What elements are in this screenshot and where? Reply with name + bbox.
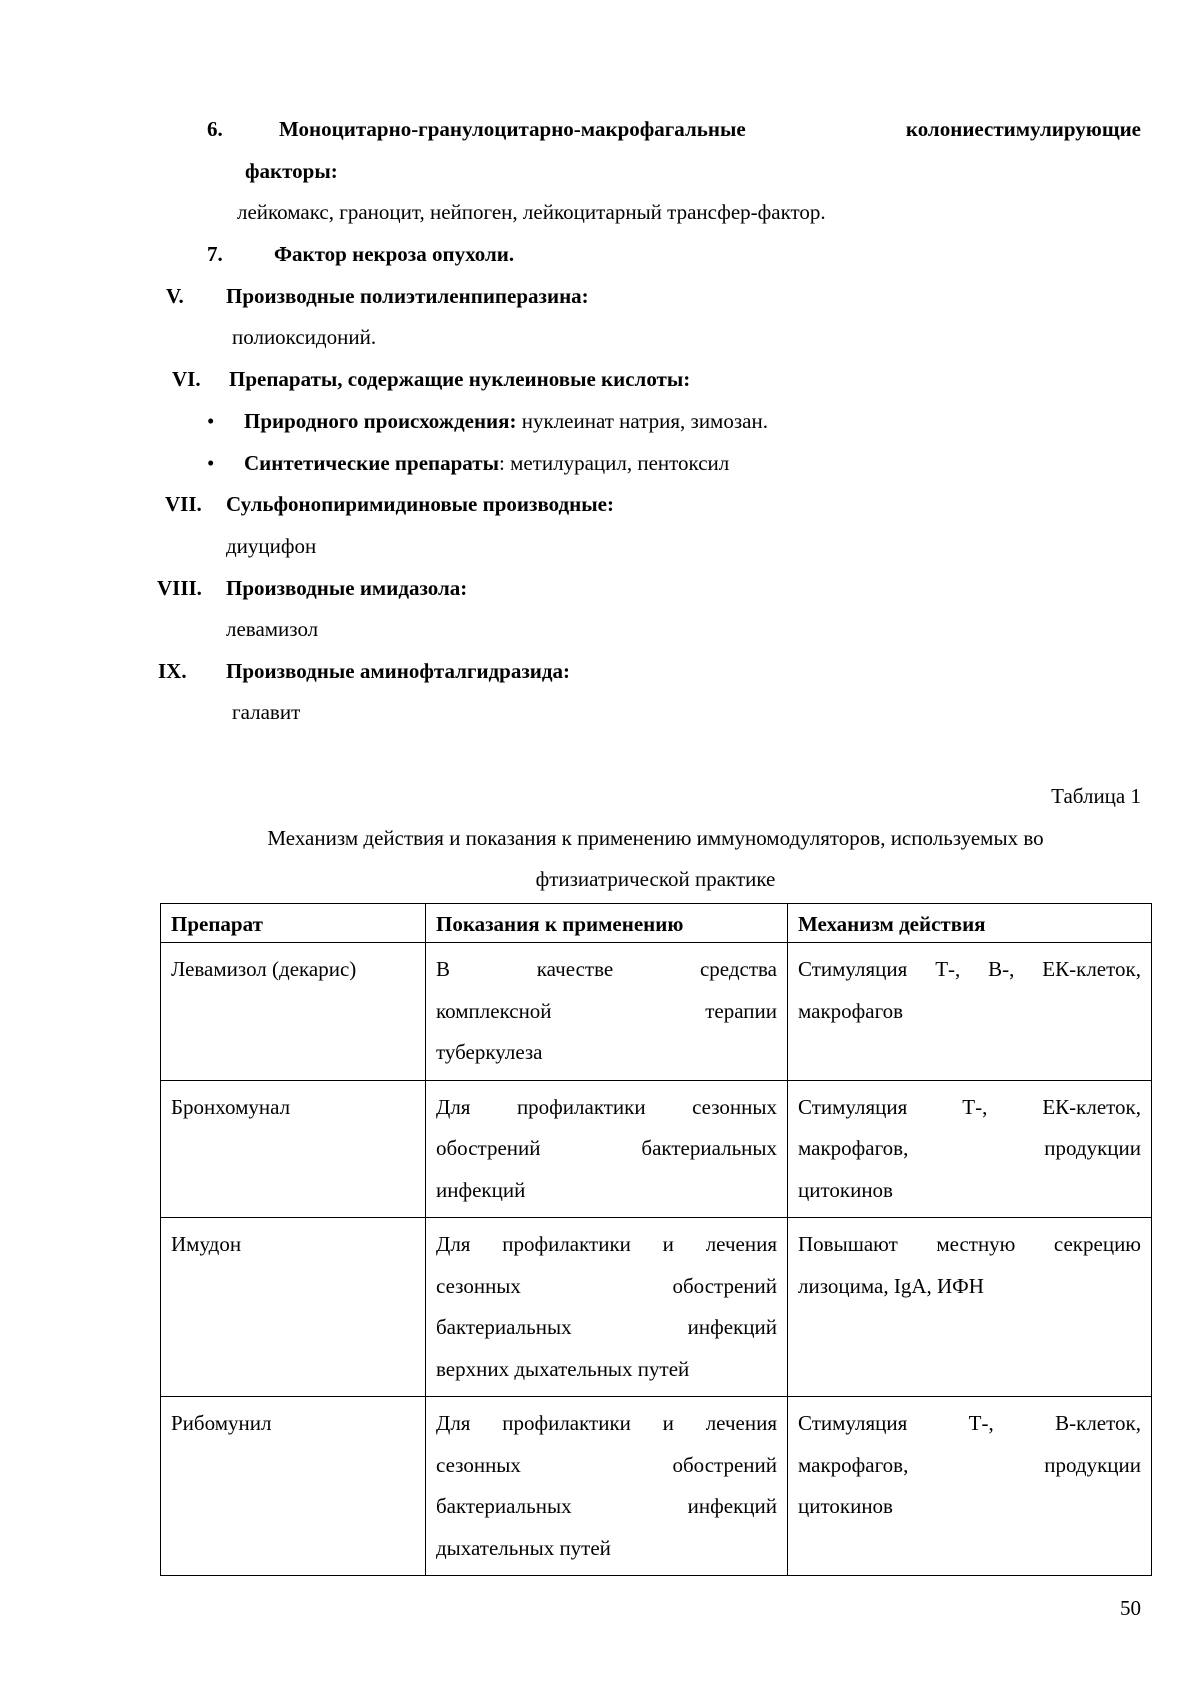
item-7-title: Фактор некроза опухоли. — [274, 242, 515, 266]
table-row — [161, 943, 1152, 1081]
cell-line — [798, 1087, 1141, 1129]
cell-word: туберкулеза — [436, 1040, 543, 1064]
item-v-title: Производные полиэтиленпиперазина: — [226, 284, 589, 308]
cell-word: сезонных — [436, 1452, 521, 1477]
item-6-title-word-2: колониестимулирующие — [905, 117, 1141, 141]
cell-line — [436, 1087, 777, 1129]
item-6-title-word-1: Моноцитарно-гранулоцитарно-макрофагальные — [279, 117, 746, 141]
cell-word: Для — [436, 1094, 471, 1119]
cell-word: дыхательных путей — [436, 1535, 611, 1560]
cell-word: сезонных — [692, 1094, 777, 1119]
bullet-label: Природного происхождения: — [244, 409, 517, 433]
item-vi-title: Препараты, содержащие нуклеиновые кислоты: — [229, 367, 691, 391]
table-label: Таблица 1 — [1051, 784, 1141, 808]
bullet-marker: • — [207, 409, 215, 433]
cell-line — [436, 1266, 777, 1308]
item-vii-number: VII. — [165, 492, 202, 516]
cell-word: местную — [936, 1232, 1016, 1256]
cell-indications — [426, 1080, 788, 1218]
cell-word: бактериальных — [641, 1136, 777, 1160]
cell-word: профилактики — [516, 1094, 646, 1119]
cell-word: В-, — [988, 957, 1015, 981]
immunomodulators-table — [160, 903, 1152, 1576]
cell-indications — [426, 1397, 788, 1576]
cell-word: средства — [699, 957, 777, 981]
cell-word: верхних дыхательных путей — [436, 1356, 690, 1381]
cell-line — [798, 1224, 1141, 1266]
cell-word: Стимуляция — [798, 957, 908, 981]
bullet-label: Синтетические препараты — [244, 451, 499, 475]
cell-word: лизоцима, IgA, ИФН — [798, 1273, 984, 1298]
item-vii-title: Сульфонопиримидиновые производные: — [226, 492, 614, 516]
cell-line — [798, 1128, 1141, 1170]
cell-line — [798, 1486, 1141, 1528]
cell-word: Стимуляция — [798, 1411, 908, 1435]
cell-word: Повышают — [798, 1232, 898, 1256]
cell-line — [436, 1403, 777, 1445]
cell-word: В — [436, 957, 451, 981]
cell-line — [798, 991, 1141, 1033]
item-viii-number: VIII. — [157, 576, 202, 600]
cell-word: инфекций — [687, 1315, 777, 1339]
cell-word: В-клеток, — [1055, 1411, 1141, 1435]
cell-drug: Имудон — [161, 1218, 426, 1397]
cell-word: цитокинов — [798, 1177, 893, 1202]
item-ix-number: IX. — [158, 659, 187, 683]
item-viii-text: левамизол — [226, 617, 319, 641]
cell-drug: Рибомунил — [161, 1397, 426, 1576]
item-6-title — [279, 116, 1141, 142]
cell-word: макрофагов — [798, 998, 904, 1023]
cell-word: Т-, — [935, 957, 961, 981]
cell-mechanism — [788, 1080, 1152, 1218]
cell-word: лечения — [705, 1411, 777, 1435]
cell-word: цитокинов — [798, 1494, 893, 1518]
item-viii-title: Производные имидазола: — [226, 576, 468, 600]
cell-word: Для — [436, 1232, 471, 1256]
item-v-number: V. — [166, 284, 184, 308]
cell-mechanism — [788, 1218, 1152, 1397]
cell-word: продукции — [1044, 1452, 1141, 1477]
cell-word: инфекций — [687, 1494, 777, 1518]
cell-word: секрецию — [1053, 1232, 1141, 1256]
table-caption-line2: фтизиатрической практике — [535, 867, 776, 891]
item-vii-text: диуцифон — [226, 534, 317, 558]
table-row — [161, 1397, 1152, 1576]
cell-word: Т-, — [962, 1094, 988, 1119]
bullet-text: : метилурацил, пентоксил — [498, 451, 730, 475]
cell-word: продукции — [1044, 1136, 1141, 1160]
header-mechanism: Механизм действия — [788, 904, 1152, 943]
header-drug: Препарат — [161, 904, 426, 943]
cell-word: и — [662, 1232, 674, 1256]
cell-word: комплексной — [436, 998, 552, 1023]
cell-line — [436, 1170, 777, 1212]
item-6-number: 6. — [207, 117, 223, 141]
cell-word: обострений — [436, 1136, 541, 1160]
cell-word: макрофагов, — [798, 1452, 909, 1477]
cell-line — [436, 1349, 777, 1391]
header-indications: Показания к применению — [426, 904, 788, 943]
bullet-marker: • — [207, 451, 215, 475]
cell-mechanism — [788, 943, 1152, 1081]
cell-line — [798, 1266, 1141, 1308]
cell-word: ЕК-клеток, — [1042, 957, 1141, 981]
table-caption-line1: Механизм действия и показания к применению иммуномодуляторов, используемых во — [267, 826, 1044, 850]
table-header-row — [161, 904, 1152, 943]
cell-line — [436, 1445, 777, 1487]
item-6-text: лейкомакс, граноцит, нейпоген, лейкоцитарный трансфер-фактор. — [237, 200, 826, 224]
cell-line — [798, 1170, 1141, 1212]
bullet-text: нуклеинат натрия, зимозан. — [516, 409, 768, 433]
cell-word: и — [662, 1411, 674, 1435]
cell-word: Для — [436, 1411, 471, 1435]
cell-word: обострений — [672, 1273, 777, 1298]
cell-line — [436, 1528, 777, 1570]
item-ix-text: галавит — [232, 700, 301, 724]
item-vi-number: VI. — [172, 367, 201, 391]
cell-line — [436, 1486, 777, 1528]
cell-word: обострений — [672, 1452, 777, 1477]
cell-word: бактериальных — [436, 1315, 572, 1339]
bullet-synthetic — [244, 450, 729, 476]
cell-word: макрофагов, — [798, 1136, 909, 1160]
cell-word: профилактики — [502, 1411, 631, 1435]
cell-word: качестве — [536, 957, 614, 981]
cell-line — [436, 1128, 777, 1170]
item-ix-title: Производные аминофталгидразида: — [226, 659, 570, 683]
bullet-natural-origin — [244, 408, 768, 434]
table-row — [161, 1218, 1152, 1397]
cell-word: инфекций — [436, 1177, 526, 1202]
cell-word: лечения — [705, 1232, 777, 1256]
cell-word: Т-, — [968, 1411, 994, 1435]
cell-word: профилактики — [502, 1232, 631, 1256]
cell-line — [798, 1403, 1141, 1445]
item-6-title-line2: факторы: — [245, 159, 338, 183]
cell-line — [798, 1445, 1141, 1487]
cell-line — [798, 949, 1141, 991]
cell-word: ЕК-клеток, — [1042, 1094, 1141, 1119]
item-7-number: 7. — [207, 242, 223, 266]
table-body — [161, 943, 1152, 1576]
cell-line — [436, 1224, 777, 1266]
cell-word: терапии — [705, 998, 777, 1023]
item-v-text: полиоксидоний. — [232, 325, 377, 349]
cell-word: бактериальных — [436, 1494, 572, 1518]
cell-word: Стимуляция — [798, 1094, 908, 1119]
table-row — [161, 1080, 1152, 1218]
cell-mechanism — [788, 1397, 1152, 1576]
page-number: 50 — [1120, 1596, 1141, 1620]
cell-line — [436, 949, 777, 991]
cell-indications — [426, 943, 788, 1081]
cell-word: сезонных — [436, 1273, 521, 1298]
cell-drug: Левамизол (декарис) — [161, 943, 426, 1081]
cell-line — [436, 1307, 777, 1349]
cell-line — [436, 991, 777, 1033]
cell-drug: Бронхомунал — [161, 1080, 426, 1218]
cell-line — [436, 1032, 777, 1074]
cell-indications — [426, 1218, 788, 1397]
